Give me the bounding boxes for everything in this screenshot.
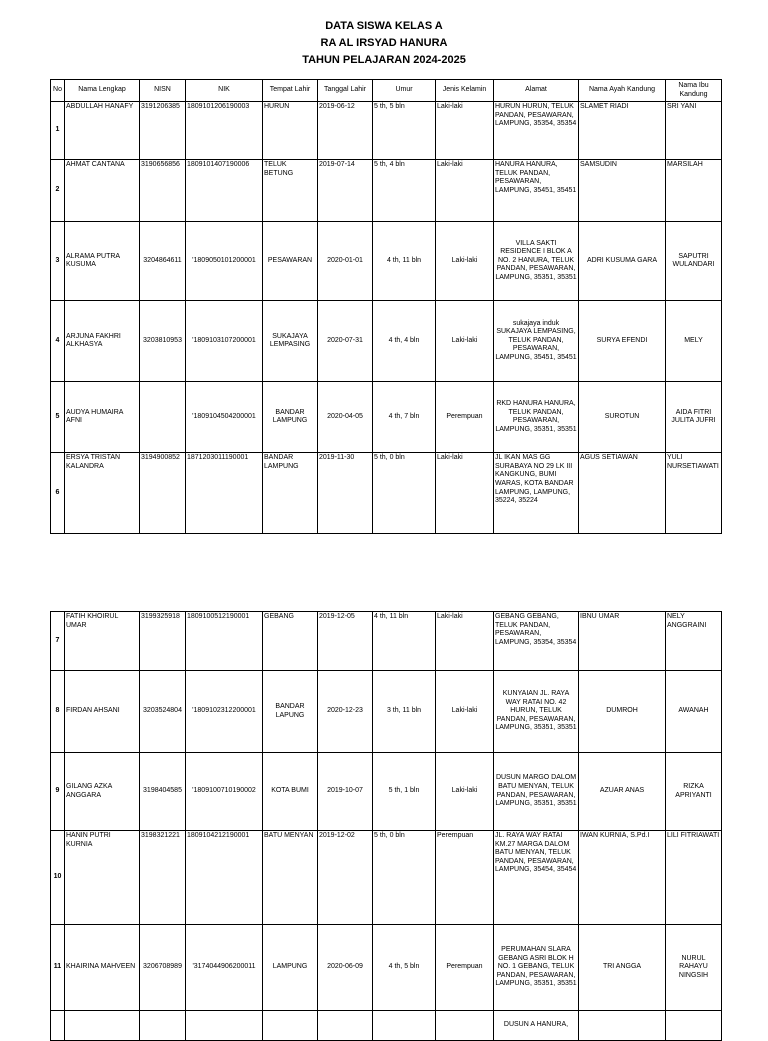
header-tanggal: Tanggal Lahir — [318, 80, 373, 102]
cell-nisn — [140, 382, 186, 453]
cell-nisn: 3203524804 — [140, 671, 186, 753]
cell-alamat: JL. RAYA WAY RATAI KM.27 MARGA DALOM BATU MENYAN, TELUK PANDAN, PESAWARAN, LAMPUNG, 35454, 35454 — [494, 831, 579, 925]
cell-tempat: BATU MENYAN — [263, 831, 318, 925]
cell-nik: '1809102312200001 — [186, 671, 263, 753]
cell-ayah: SAMSUDIN — [579, 160, 666, 222]
header-nisn: NISN — [140, 80, 186, 102]
cell-umur: 5 th, 0 bln — [373, 831, 436, 925]
table-row — [51, 301, 722, 382]
cell-umur: 5 th, 0 bln — [373, 453, 436, 534]
cell-nama: KHAIRINA MAHVEEN — [65, 925, 140, 1011]
cell-ayah: IWAN KURNIA, S.Pd.I — [579, 831, 666, 925]
cell-ibu: LILI FITRIAWATI — [666, 831, 722, 925]
cell-umur: 5 th, 1 bln — [373, 753, 436, 831]
cell-alamat: VILLA SAKTI RESIDENCE I BLOK A NO. 2 HANURA, TELUK PANDAN, PESAWARAN, LAMPUNG, 35351, 35351 — [494, 222, 579, 301]
cell-umur: 4 th, 4 bln — [373, 301, 436, 382]
cell-umur: 4 th, 5 bln — [373, 925, 436, 1011]
cell-tempat: GEBANG — [263, 612, 318, 671]
cell-nisn — [140, 1011, 186, 1041]
cell-nisn: 3204864611 — [140, 222, 186, 301]
table-row — [51, 925, 722, 1011]
cell-nisn: 3206708989 — [140, 925, 186, 1011]
header-alamat: Alamat — [494, 80, 579, 102]
cell-tempat: TELUK BETUNG — [263, 160, 318, 222]
cell-nama: ERSYA TRISTAN KALANDRA — [65, 453, 140, 534]
cell-nisn: 3198321221 — [140, 831, 186, 925]
title-line-3: TAHUN PELAJARAN 2024-2025 — [302, 54, 466, 66]
cell-ayah: DUMROH — [579, 671, 666, 753]
cell-tanggal: 2019-12-05 — [318, 612, 373, 671]
cell-ayah: SUROTUN — [579, 382, 666, 453]
cell-ibu: MARSILAH — [666, 160, 722, 222]
cell-jk: Laki-laki — [436, 301, 494, 382]
cell-nisn: 3198404585 — [140, 753, 186, 831]
cell-alamat: JL IKAN MAS GG SURABAYA NO 29 LK III KANGKUNG, BUMI WARAS, KOTA BANDAR LAMPUNG, LAMPUNG, 35224, 35224 — [494, 453, 579, 534]
cell-nik: '3174044906200011 — [186, 925, 263, 1011]
table-row — [51, 102, 722, 160]
cell-umur: 5 th, 4 bln — [373, 160, 436, 222]
cell-tanggal: 2020-12-23 — [318, 671, 373, 753]
cell-no: 1 — [51, 102, 65, 160]
cell-jk: Laki-laki — [436, 612, 494, 671]
table-row — [51, 831, 722, 925]
cell-tanggal: 2019-10-07 — [318, 753, 373, 831]
cell-nik: 1871203011190001 — [186, 453, 263, 534]
cell-ayah: TRI ANGGA — [579, 925, 666, 1011]
cell-ibu — [666, 1011, 722, 1041]
cell-tanggal — [318, 1011, 373, 1041]
cell-nik: '1809104504200001 — [186, 382, 263, 453]
cell-alamat: GEBANG GEBANG, TELUK PANDAN, PESAWARAN, LAMPUNG, 35354, 35354 — [494, 612, 579, 671]
cell-no — [51, 1011, 65, 1041]
cell-nama: FATIH KHOIRUL UMAR — [65, 612, 140, 671]
cell-no: 10 — [51, 831, 65, 925]
table-header-row — [51, 80, 722, 102]
cell-tempat — [263, 1011, 318, 1041]
cell-ibu: AIDA FITRI JULITA JUFRI — [666, 382, 722, 453]
cell-jk: Perempuan — [436, 382, 494, 453]
cell-nisn: 3190656856 — [140, 160, 186, 222]
cell-ibu: YULI NURSETIAWATI — [666, 453, 722, 534]
cell-ayah: SLAMET RIADI — [579, 102, 666, 160]
table-row — [51, 453, 722, 534]
cell-jk: Laki-laki — [436, 753, 494, 831]
cell-no: 8 — [51, 671, 65, 753]
cell-nik: '1809100710190002 — [186, 753, 263, 831]
cell-tempat: PESAWARAN — [263, 222, 318, 301]
cell-tanggal: 2019-11-30 — [318, 453, 373, 534]
student-table-page-2 — [50, 611, 722, 1041]
header-umur: Umur — [373, 80, 436, 102]
cell-no: 2 — [51, 160, 65, 222]
cell-nama: HANIN PUTRI KURNIA — [65, 831, 140, 925]
cell-nik: 1809101407190006 — [186, 160, 263, 222]
cell-jk — [436, 1011, 494, 1041]
cell-nik: '1809103107200001 — [186, 301, 263, 382]
header-tempat: Tempat Lahir — [263, 80, 318, 102]
cell-nik: 1809101206190003 — [186, 102, 263, 160]
cell-nama: ALRAMA PUTRA KUSUMA — [65, 222, 140, 301]
cell-tanggal: 2020-06-09 — [318, 925, 373, 1011]
document-title-block — [0, 18, 768, 69]
cell-tanggal: 2020-01-01 — [318, 222, 373, 301]
cell-jk: Perempuan — [436, 831, 494, 925]
cell-nik: 1809104212190001 — [186, 831, 263, 925]
cell-tempat: LAMPUNG — [263, 925, 318, 1011]
cell-jk: Laki-laki — [436, 222, 494, 301]
cell-nama: AHMAT CANTANA — [65, 160, 140, 222]
cell-tempat: KOTA BUMI — [263, 753, 318, 831]
header-no: No — [51, 80, 65, 102]
cell-umur: 3 th, 11 bln — [373, 671, 436, 753]
cell-umur: 4 th, 11 bln — [373, 612, 436, 671]
cell-tempat: HURUN — [263, 102, 318, 160]
cell-ibu: SRI YANI — [666, 102, 722, 160]
cell-nama: ABDULLAH HANAFY — [65, 102, 140, 160]
table-row — [51, 160, 722, 222]
table-row — [51, 382, 722, 453]
cell-ibu: SAPUTRI WULANDARI — [666, 222, 722, 301]
cell-no: 11 — [51, 925, 65, 1011]
cell-nik: '1809050101200001 — [186, 222, 263, 301]
cell-no: 9 — [51, 753, 65, 831]
cell-tanggal: 2020-04-05 — [318, 382, 373, 453]
cell-nama: AUDYA HUMAIRA AFNI — [65, 382, 140, 453]
cell-tanggal: 2019-12-02 — [318, 831, 373, 925]
table-row — [51, 671, 722, 753]
cell-tempat: BANDAR LAMPUNG — [263, 382, 318, 453]
cell-ayah: AZUAR ANAS — [579, 753, 666, 831]
table-row — [51, 753, 722, 831]
cell-no: 7 — [51, 612, 65, 671]
cell-alamat: sukajaya induk SUKAJAYA LEMPASING, TELUK PANDAN, PESAWARAN, LAMPUNG, 35451, 35451 — [494, 301, 579, 382]
cell-alamat: KUNYAIAN JL. RAYA WAY RATAI NO. 42 HURUN, TELUK PANDAN, PESAWARAN, LAMPUNG, 35351, 35351 — [494, 671, 579, 753]
cell-ayah: AGUS SETIAWAN — [579, 453, 666, 534]
cell-nisn: 3191206385 — [140, 102, 186, 160]
cell-ibu: NURUL RAHAYU NINGSIH — [666, 925, 722, 1011]
cell-alamat: RKD HANURA HANURA, TELUK PANDAN, PESAWARAN, LAMPUNG, 35351, 35351 — [494, 382, 579, 453]
cell-tanggal: 2019-06-12 — [318, 102, 373, 160]
cell-ayah — [579, 1011, 666, 1041]
cell-nik — [186, 1011, 263, 1041]
header-ayah: Nama Ayah Kandung — [579, 80, 666, 102]
header-jk: Jenis Kelamin — [436, 80, 494, 102]
cell-tanggal: 2020-07-31 — [318, 301, 373, 382]
cell-tempat: BANDAR LAMPUNG — [263, 453, 318, 534]
cell-nisn: 3199325918 — [140, 612, 186, 671]
cell-umur: 5 th, 5 bln — [373, 102, 436, 160]
cell-no: 3 — [51, 222, 65, 301]
student-table-page-1 — [50, 79, 722, 534]
cell-jk: Laki-laki — [436, 160, 494, 222]
cell-nama — [65, 1011, 140, 1041]
cell-tempat: SUKAJAYA LEMPASING — [263, 301, 318, 382]
title-line-1: DATA SISWA KELAS A — [325, 20, 443, 32]
cell-ibu: MELY — [666, 301, 722, 382]
cell-ibu: NELY ANGGRAINI — [666, 612, 722, 671]
cell-ibu: RIZKA APRIYANTI — [666, 753, 722, 831]
cell-ayah: ADRI KUSUMA GARA — [579, 222, 666, 301]
cell-umur: 4 th, 7 bln — [373, 382, 436, 453]
cell-nik: 1809100512190001 — [186, 612, 263, 671]
cell-no: 5 — [51, 382, 65, 453]
cell-jk: Laki-laki — [436, 671, 494, 753]
table-row — [51, 222, 722, 301]
header-ibu: Nama Ibu Kandung — [666, 80, 722, 102]
cell-ayah: SURYA EFENDI — [579, 301, 666, 382]
table-row — [51, 1011, 722, 1041]
cell-jk: Laki-laki — [436, 102, 494, 160]
header-nik: NIK — [186, 80, 263, 102]
cell-no: 6 — [51, 453, 65, 534]
cell-alamat: DUSUN A HANURA, — [494, 1011, 579, 1041]
cell-alamat: PERUMAHAN SLARA GEBANG ASRI BLOK H NO. 1 GEBANG, TELUK PANDAN, PESAWARAN, LAMPUNG, 35351, 35351 — [494, 925, 579, 1011]
cell-alamat: DUSUN MARGO DALOM BATU MENYAN, TELUK PANDAN, PESAWARAN, LAMPUNG, 35351, 35351 — [494, 753, 579, 831]
cell-nisn: 3194900852 — [140, 453, 186, 534]
cell-tempat: BANDAR LAPUNG — [263, 671, 318, 753]
cell-nama: GILANG AZKA ANGGARA — [65, 753, 140, 831]
cell-ayah: IBNU UMAR — [579, 612, 666, 671]
cell-ibu: AWANAH — [666, 671, 722, 753]
cell-umur: 4 th, 11 bln — [373, 222, 436, 301]
cell-no: 4 — [51, 301, 65, 382]
cell-tanggal: 2019-07-14 — [318, 160, 373, 222]
cell-jk: Laki-laki — [436, 453, 494, 534]
title-line-2: RA AL IRSYAD HANURA — [320, 37, 448, 49]
cell-nisn: 3203810953 — [140, 301, 186, 382]
cell-nama: FIRDAN AHSANI — [65, 671, 140, 753]
cell-alamat: HANURA HANURA, TELUK PANDAN, PESAWARAN, LAMPUNG, 35451, 35451 — [494, 160, 579, 222]
header-nama: Nama Lengkap — [65, 80, 140, 102]
cell-alamat: HURUN HURUN, TELUK PANDAN, PESAWARAN, LAMPUNG, 35354, 35354 — [494, 102, 579, 160]
cell-jk: Perempuan — [436, 925, 494, 1011]
cell-nama: ARJUNA FAKHRI ALKHASYA — [65, 301, 140, 382]
table-row — [51, 612, 722, 671]
cell-umur — [373, 1011, 436, 1041]
